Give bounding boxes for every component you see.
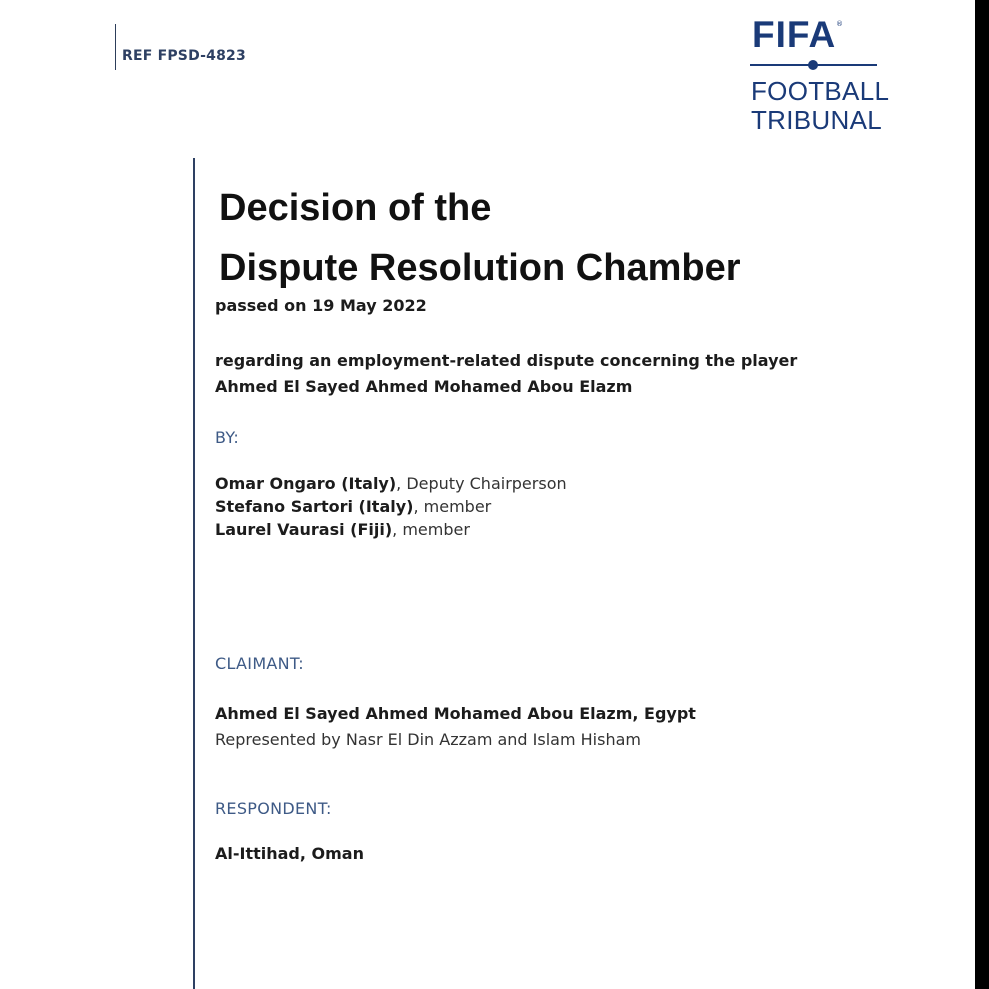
right-frame-border: [975, 0, 989, 989]
regarding-text: [215, 348, 797, 400]
decision-date: passed on 19 May 2022: [215, 296, 427, 315]
panel-members-list: [215, 472, 567, 541]
member-role: , member: [413, 497, 492, 516]
regarding-line-2: Ahmed El Sayed Ahmed Mohamed Abou Elazm: [215, 377, 633, 396]
claimant-label: CLAIMANT:: [215, 654, 304, 673]
claimant-name: Ahmed El Sayed Ahmed Mohamed Abou Elazm, Egypt: [215, 704, 696, 723]
member-role: , member: [392, 520, 470, 539]
respondent-label: RESPONDENT:: [215, 799, 332, 818]
member-name: Omar Ongaro (Italy): [215, 474, 397, 493]
logo-ball-dot-icon: [808, 60, 818, 70]
regarding-line-1: regarding an employment-related dispute concerning the player: [215, 351, 798, 370]
logo-text-tribunal: TRIBUNAL: [751, 105, 882, 135]
member-row: [215, 495, 567, 518]
member-name: Stefano Sartori (Italy): [215, 497, 414, 516]
document-title: [219, 178, 741, 298]
reference-number: REF FPSD-4823: [122, 48, 246, 64]
title-line-1: Decision of the: [219, 187, 492, 229]
fifa-football-tribunal-logo: [750, 14, 890, 139]
ref-divider: [115, 24, 116, 70]
title-line-2: Dispute Resolution Chamber: [219, 247, 741, 289]
logo-text-football: FOOTBALL: [751, 76, 890, 106]
member-role: , Deputy Chairperson: [396, 474, 567, 493]
claimant-representation: Represented by Nasr El Din Azzam and Islam Hisham: [215, 730, 641, 749]
respondent-name: Al-Ittihad, Oman: [215, 844, 364, 863]
member-row: [215, 472, 567, 495]
logo-brand: FIFA: [752, 14, 837, 55]
claimant-details: [215, 701, 696, 753]
member-row: [215, 518, 567, 541]
by-label: BY:: [215, 428, 240, 447]
member-name: Laurel Vaurasi (Fiji): [215, 520, 393, 539]
logo-registered-mark: ®: [836, 20, 843, 28]
content-vertical-rule: [193, 158, 195, 989]
